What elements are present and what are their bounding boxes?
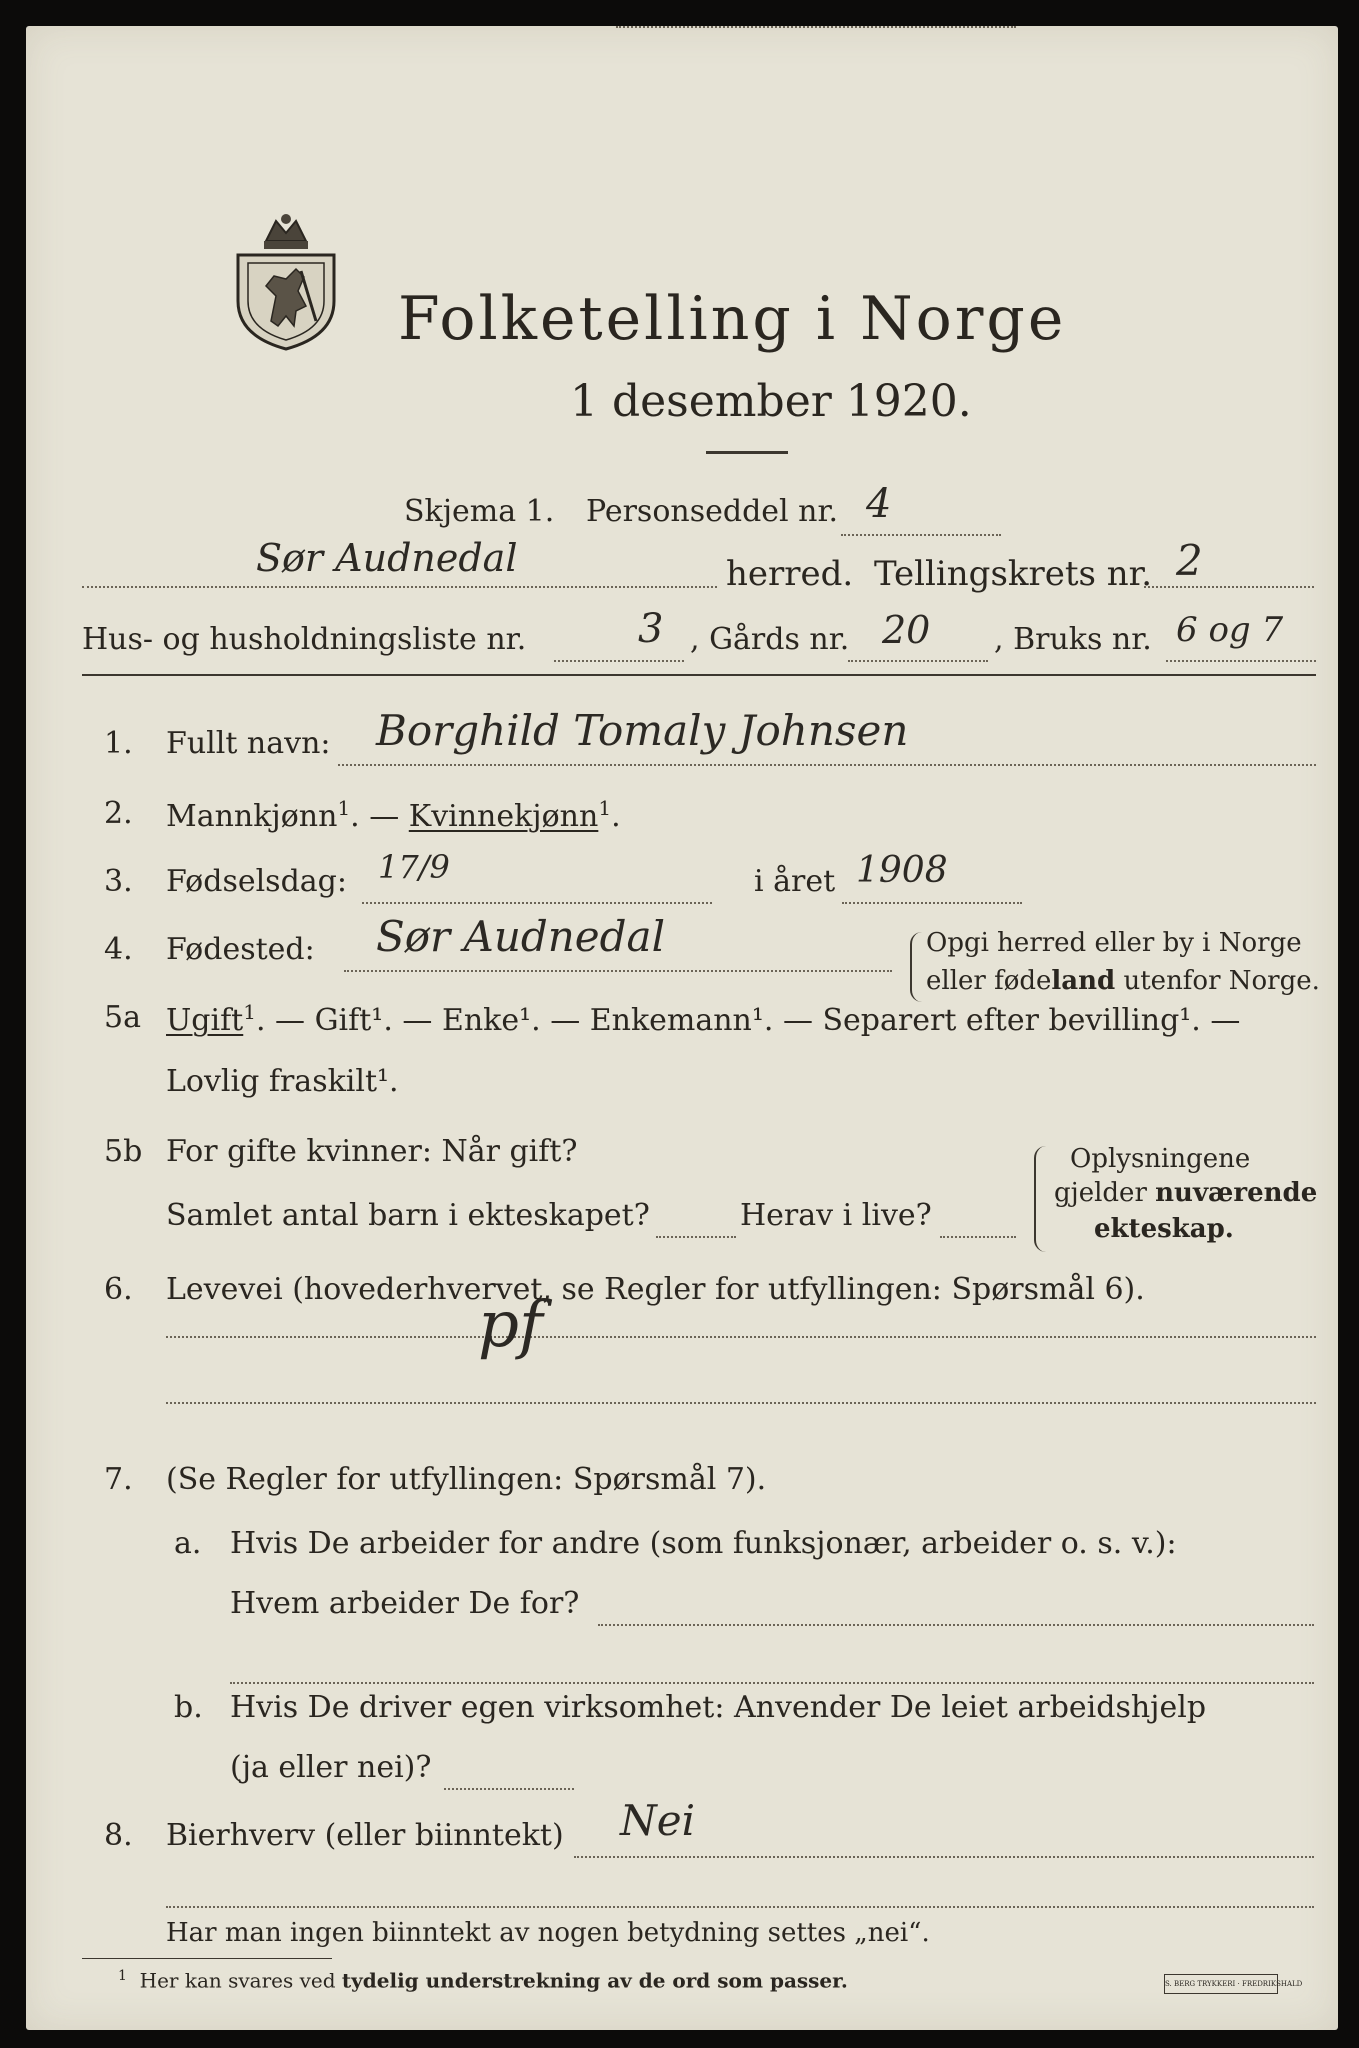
birthplace-value[interactable]: Sør Audnedal xyxy=(376,912,666,961)
full-name-value[interactable]: Borghild Tomaly Johnsen xyxy=(376,706,909,755)
q4-number: 4. xyxy=(104,932,133,967)
q1-number: 1. xyxy=(104,726,133,761)
unmarried-option[interactable]: Ugift xyxy=(166,1003,244,1038)
census-form-page xyxy=(26,26,1338,2030)
q5b-note3: ekteskap. xyxy=(1094,1214,1234,1244)
q7-number: 7. xyxy=(104,1462,133,1497)
gards-value[interactable]: 20 xyxy=(882,608,931,652)
q7-label: (Se Regler for utfyllingen: Spørsmål 7). xyxy=(166,1462,767,1497)
occupation-value[interactable]: pf xyxy=(478,1288,543,1362)
footnote-separator xyxy=(82,1958,332,1959)
printer-stamp: S. BERG TRYKKERI · FREDRIKSHALD xyxy=(1164,1974,1278,1994)
q4-note-line2: eller fødeland utenfor Norge. xyxy=(926,966,1320,996)
q6-line1 xyxy=(166,1336,1316,1338)
q5a-options: Ugift$^1$. — Gift¹. — Enke¹. — Enkemann¹. — Separert efter bevilling¹. — xyxy=(166,1000,1241,1038)
personseddel-label: Personseddel nr. xyxy=(586,494,839,529)
female-option[interactable]: Kvinnekjønn xyxy=(408,799,599,834)
q4-note-line1: Opgi herred eller by i Norge xyxy=(926,928,1302,958)
q1-label: Fullt navn: xyxy=(166,726,331,761)
q5b-label3: Herav i live? xyxy=(740,1198,932,1233)
gards-line xyxy=(848,660,988,662)
header-separator xyxy=(82,674,1316,676)
q8-line xyxy=(574,1856,1314,1858)
q4-line xyxy=(344,970,892,972)
footer-note: Har man ingen biinntekt av nogen betydning settes „nei“. xyxy=(166,1918,930,1948)
q3-year-line xyxy=(842,902,1022,904)
q8-number: 8. xyxy=(104,1818,133,1853)
q1-line xyxy=(338,764,1316,766)
q7a-sub: Hvem arbeider De for? xyxy=(230,1586,580,1621)
bruks-line xyxy=(1166,660,1316,662)
q5b-note2: gjelder nuværende xyxy=(1054,1178,1318,1208)
title-divider xyxy=(706,451,788,454)
q7a-line1 xyxy=(598,1624,1314,1626)
herred-value[interactable]: Sør Audnedal xyxy=(256,536,518,580)
side-income-value[interactable]: Nei xyxy=(620,1796,696,1845)
q5b-married-line xyxy=(616,26,1016,28)
q5b-note1: Oplysningene xyxy=(1070,1144,1251,1174)
tellingskrets-value[interactable]: 2 xyxy=(1176,536,1203,585)
q3-number: 3. xyxy=(104,864,133,899)
q5b-number: 5b xyxy=(104,1134,143,1169)
herred-line xyxy=(82,586,717,588)
husliste-value[interactable]: 3 xyxy=(638,606,664,652)
q7a-line2 xyxy=(230,1682,1314,1684)
q5b-label2: Samlet antal barn i ekteskapet? xyxy=(166,1198,650,1233)
q3-day-line xyxy=(362,902,712,904)
male-option[interactable]: Mannkjønn xyxy=(166,799,338,834)
q2-sex-options: Mannkjønn$^1$. — Kvinnekjønn$^1$. xyxy=(166,796,621,834)
q4-note-brace xyxy=(910,932,922,1002)
q7a-letter: a. xyxy=(174,1526,202,1561)
q7a-text: Hvis De arbeider for andre (som funksjonær, arbeider o. s. v.): xyxy=(230,1526,1177,1561)
personseddel-line xyxy=(841,534,1001,536)
footnote: $^1$ Her kan svares ved tydelig understrekning av de ord som passer. xyxy=(118,1968,848,1993)
herred-label: herred. xyxy=(726,554,854,594)
q3-label: Fødselsdag: xyxy=(166,864,347,899)
q2-number: 2. xyxy=(104,796,133,831)
q8-label: Bierhverv (eller biinntekt) xyxy=(166,1818,564,1853)
tellingskrets-label: Tellingskrets nr. xyxy=(874,554,1153,594)
birth-year-value[interactable]: 1908 xyxy=(856,850,948,891)
q7b-letter: b. xyxy=(174,1690,203,1725)
birthday-value[interactable]: 17/9 xyxy=(378,848,450,886)
gards-label: , Gårds nr. xyxy=(690,622,850,657)
q3-year-label: i året xyxy=(754,864,836,899)
husliste-line xyxy=(554,660,684,662)
q6-number: 6. xyxy=(104,1272,133,1307)
q5b-children-line xyxy=(656,1236,736,1238)
q5b-alive-line xyxy=(940,1236,1016,1238)
q5b-label1: For gifte kvinner: Når gift? xyxy=(166,1134,578,1169)
census-date: 1 desember 1920. xyxy=(570,376,972,427)
q7b-line xyxy=(444,1788,574,1790)
form-title: Folketelling i Norge xyxy=(398,284,1067,354)
q4-label: Fødested: xyxy=(166,932,315,967)
q5a-number: 5a xyxy=(104,1000,141,1035)
bruks-value[interactable]: 6 og 7 xyxy=(1176,610,1284,650)
bruks-label: , Bruks nr. xyxy=(994,622,1152,657)
q5a-divorced-option[interactable]: Lovlig fraskilt¹. xyxy=(166,1064,399,1099)
q6-label: Levevei (hovederhvervet, se Regler for utfyllingen: Spørsmål 6). xyxy=(166,1272,1145,1307)
schema-label: Skjema 1. xyxy=(404,494,555,529)
personseddel-value[interactable]: 4 xyxy=(866,481,892,527)
q7b-text: Hvis De driver egen virksomhet: Anvender De leiet arbeidshjelp xyxy=(230,1690,1207,1725)
q8-line2 xyxy=(166,1906,1314,1908)
q6-line2 xyxy=(166,1402,1316,1404)
husliste-label: Hus- og husholdningsliste nr. xyxy=(82,622,527,657)
coat-of-arms-icon xyxy=(226,211,346,355)
q7b-sub: (ja eller nei)? xyxy=(230,1750,432,1785)
tellingskrets-line xyxy=(1144,586,1314,588)
q5b-note-brace xyxy=(1034,1146,1048,1252)
